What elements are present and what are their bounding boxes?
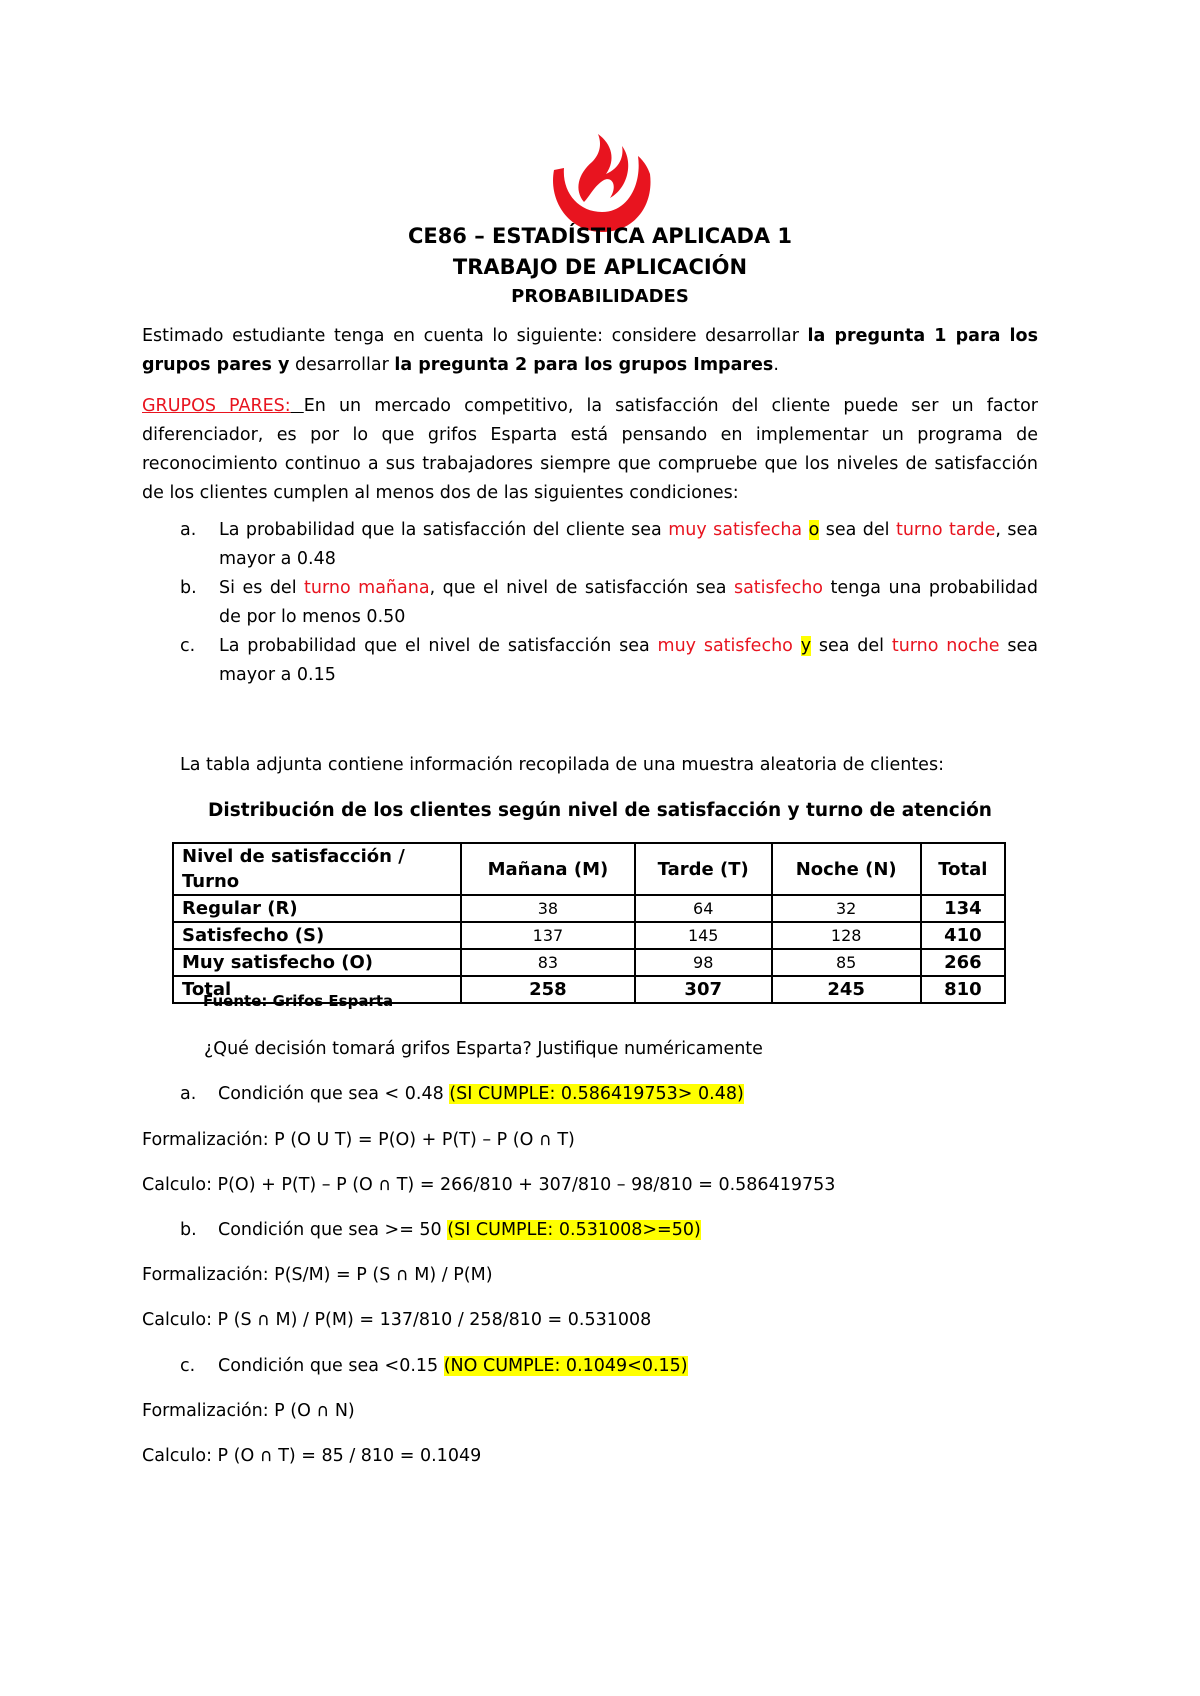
table-source: Fuente: Grifos Esparta <box>203 992 394 1010</box>
groups-text: En un mercado competitivo, la satisfacción del cliente puede ser un factor diferenciador, es por lo que grifos Esparta está pensando en implementar un programa de reconocimiento continuo a sus trabajadores siempre que compruebe que los niveles de satisfacción de los clientes cumplen al menos dos de las siguientes condiciones: <box>142 396 1038 503</box>
condition-text: La probabilidad que el nivel de satisfacción sea <box>219 636 658 656</box>
table-header-row <box>173 843 1005 895</box>
upc-logo <box>546 132 654 234</box>
column-total: 245 <box>772 976 921 1003</box>
highlight-yellow: y <box>800 636 812 656</box>
grand-total: 810 <box>921 976 1005 1003</box>
distribution-table <box>172 842 1006 1004</box>
column-total: 258 <box>461 976 635 1003</box>
row-label: Satisfecho (S) <box>173 922 461 949</box>
table-cell: 38 <box>461 895 635 922</box>
intro-text-2: desarrollar <box>289 355 395 375</box>
table-intro: La tabla adjunta contiene información recopilada de una muestra aleatoria de clientes: <box>180 755 944 775</box>
condition-a <box>142 516 1038 574</box>
groups-label: GRUPOS PARES: <box>142 396 291 416</box>
highlight-red: muy satisfecha <box>668 520 803 540</box>
answer-b <box>218 1217 701 1243</box>
intro-bold-odd: la pregunta 2 para los grupos Impares <box>394 355 774 375</box>
condition-text: sea mayor a 0.15 <box>219 636 1038 685</box>
intro-period: . <box>773 355 779 375</box>
table-cell: 137 <box>461 922 635 949</box>
header-cell: Mañana (M) <box>461 843 635 895</box>
answer-text: Condición que sea >= 50 <box>218 1220 448 1240</box>
course-title: CE86 – ESTADÍSTICA APLICADA 1 <box>407 224 793 248</box>
answer-b-calculation: Calculo: P (S ∩ M) / P(M) = 137/810 / 258/810 = 0.531008 <box>142 1310 652 1330</box>
condition-text: , que el nivel de satisfacción sea <box>429 578 734 598</box>
intro-paragraph <box>142 322 1038 380</box>
row-total: 134 <box>921 895 1005 922</box>
condition-c <box>142 632 1038 690</box>
answer-a <box>218 1081 744 1107</box>
highlight-red: turno tarde <box>895 520 996 540</box>
list-marker: a. <box>180 520 197 540</box>
table-cell: 128 <box>772 922 921 949</box>
answer-c-formalization: Formalización: P (O ∩ N) <box>142 1401 355 1421</box>
condition-text: Si es del <box>219 578 305 598</box>
condition-text: , sea mayor a 0.48 <box>219 520 1038 569</box>
logo-flame <box>578 134 628 202</box>
table-cell: 145 <box>635 922 772 949</box>
table-caption: Distribución de los clientes según nivel de satisfacción y turno de atención <box>208 800 992 821</box>
table-row <box>173 922 1005 949</box>
groups-label-space <box>291 396 304 416</box>
answer-result: (NO CUMPLE: 0.1049<0.15) <box>443 1356 688 1376</box>
header-cell: Noche (N) <box>772 843 921 895</box>
condition-text: sea del <box>819 520 896 540</box>
answer-b-formalization: Formalización: P(S/M) = P (S ∩ M) / P(M) <box>142 1265 493 1285</box>
highlight-red: turno noche <box>891 636 1000 656</box>
highlight-red: muy satisfecho <box>657 636 793 656</box>
answer-a-calculation: Calculo: P(O) + P(T) – P (O ∩ T) = 266/810 + 307/810 – 98/810 = 0.586419753 <box>142 1175 836 1195</box>
highlight-red: satisfecho <box>733 578 823 598</box>
condition-text: tenga una probabilidad de por lo menos 0.50 <box>219 578 1038 627</box>
highlight-yellow: o <box>808 520 820 540</box>
row-label: Total <box>173 976 461 1003</box>
list-marker: b. <box>180 578 197 598</box>
table-cell: 98 <box>635 949 772 976</box>
answer-c <box>218 1353 688 1379</box>
row-total: 410 <box>921 922 1005 949</box>
table-row <box>173 949 1005 976</box>
answer-a-marker: a. <box>180 1084 197 1104</box>
list-marker: c. <box>180 636 196 656</box>
column-total: 307 <box>635 976 772 1003</box>
answer-c-marker: c. <box>180 1356 196 1376</box>
condition-text <box>802 520 808 540</box>
intro-bold-even: la pregunta 1 para los grupos pares y <box>142 326 1038 375</box>
table-cell: 83 <box>461 949 635 976</box>
question: ¿Qué decisión tomará grifos Esparta? Justifique numéricamente <box>204 1039 763 1059</box>
table-cell: 32 <box>772 895 921 922</box>
table-cell: 85 <box>772 949 921 976</box>
table-cell: 64 <box>635 895 772 922</box>
header-cell: Nivel de satisfacción / Turno <box>173 843 461 895</box>
answer-text: Condición que sea <0.15 <box>218 1356 444 1376</box>
answer-text: Condición que sea < 0.48 <box>218 1084 450 1104</box>
header-cell: Total <box>921 843 1005 895</box>
condition-text: La probabilidad que la satisfacción del cliente sea <box>219 520 669 540</box>
answer-result: (SI CUMPLE: 0.531008>=50) <box>447 1220 701 1240</box>
answer-a-formalization: Formalización: P (O U T) = P(O) + P(T) – P (O ∩ T) <box>142 1130 575 1150</box>
condition-text <box>793 636 801 656</box>
answer-b-marker: b. <box>180 1220 197 1240</box>
answer-c-calculation: Calculo: P (O ∩ T) = 85 / 810 = 0.1049 <box>142 1446 482 1466</box>
condition-text: sea del <box>811 636 892 656</box>
header-cell: Tarde (T) <box>635 843 772 895</box>
intro-text: Estimado estudiante tenga en cuenta lo siguiente: considere desarrollar <box>142 326 808 346</box>
row-total: 266 <box>921 949 1005 976</box>
row-label: Regular (R) <box>173 895 461 922</box>
row-label: Muy satisfecho (O) <box>173 949 461 976</box>
highlight-red: turno mañana <box>304 578 430 598</box>
groups-paragraph <box>142 392 1038 508</box>
assignment-title: TRABAJO DE APLICACIÓN <box>452 255 748 279</box>
condition-b <box>142 574 1038 632</box>
answer-result: (SI CUMPLE: 0.586419753> 0.48) <box>449 1084 744 1104</box>
topic-title: PROBABILIDADES <box>511 286 689 307</box>
table-row <box>173 895 1005 922</box>
